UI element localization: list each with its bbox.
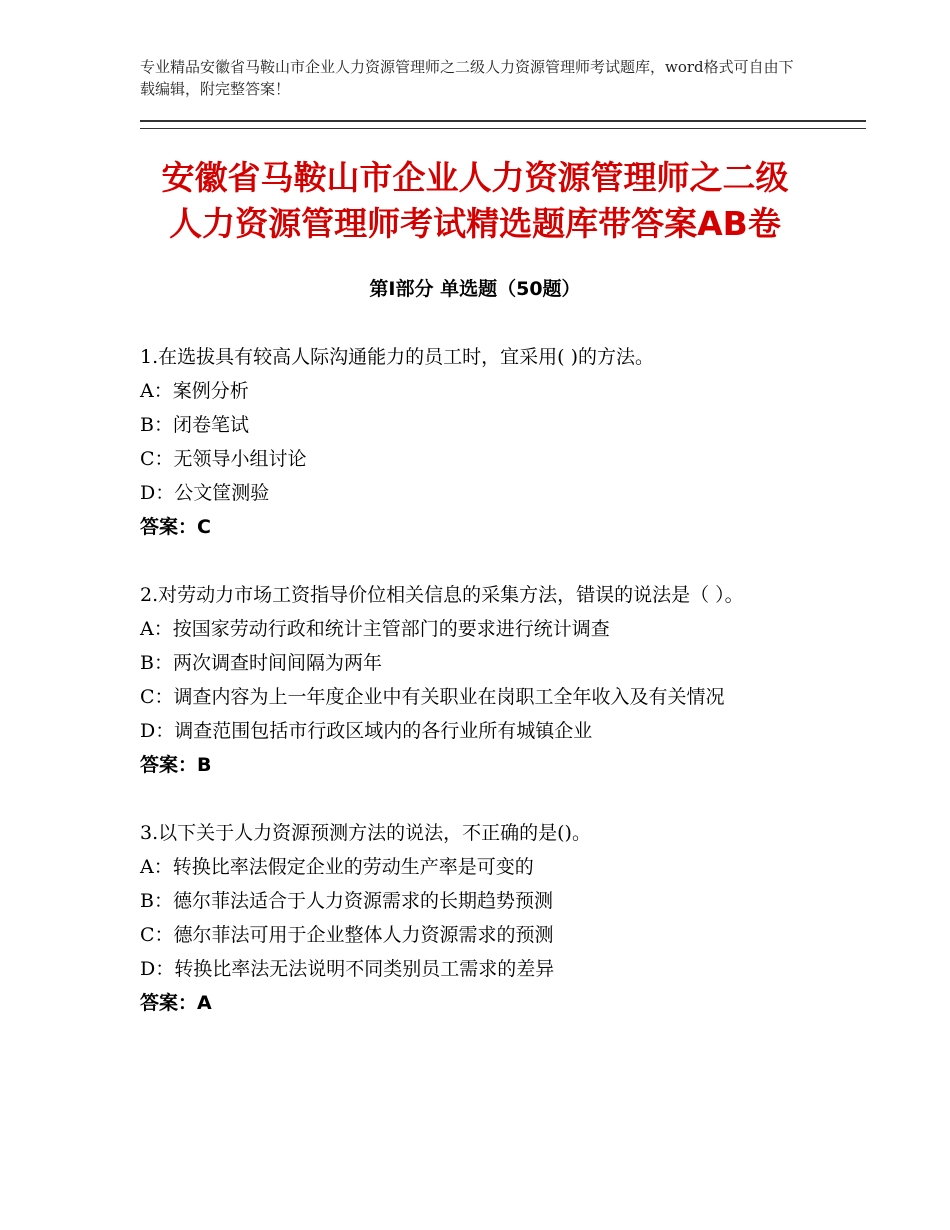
option-d: D：转换比率法无法说明不同类别员工需求的差异 <box>140 958 555 980</box>
document-title <box>100 155 850 247</box>
answer-label: 答案：B <box>140 754 212 776</box>
option-b: B：闭卷笔试 <box>140 414 249 436</box>
question-stem: 2.对劳动力市场工资指导价位相关信息的采集方法，错误的说法是（ ）。 <box>140 584 744 606</box>
question-3 <box>140 816 810 1020</box>
question-2 <box>140 578 810 782</box>
question-stem: 1.在选拔具有较高人际沟通能力的员工时，宜采用( )的方法。 <box>140 346 654 368</box>
header-divider <box>140 120 866 129</box>
answer-label: 答案：C <box>140 516 211 538</box>
option-a: A：案例分析 <box>140 380 249 402</box>
option-d: D：公文筐测验 <box>140 482 270 504</box>
option-c: C：无领导小组讨论 <box>140 448 307 470</box>
question-stem: 3.以下关于人力资源预测方法的说法，不正确的是()。 <box>140 822 591 844</box>
option-d: D：调查范围包括市行政区域内的各行业所有城镇企业 <box>140 720 593 742</box>
answer-label: 答案：A <box>140 992 212 1014</box>
document-title-line-1: 安徽省马鞍山市企业人力资源管理师之二级 <box>161 158 789 197</box>
option-a: A：按国家劳动行政和统计主管部门的要求进行统计调查 <box>140 618 610 640</box>
option-c: C：德尔菲法可用于企业整体人力资源需求的预测 <box>140 924 554 946</box>
option-a: A：转换比率法假定企业的劳动生产率是可变的 <box>140 856 534 878</box>
question-1 <box>140 340 810 544</box>
option-c: C：调查内容为上一年度企业中有关职业在岗职工全年收入及有关情况 <box>140 686 725 708</box>
document-title-line-2: 人力资源管理师考试精选题库带答案AB卷 <box>169 204 781 243</box>
question-list <box>140 340 810 1054</box>
option-b: B：德尔菲法适合于人力资源需求的长期趋势预测 <box>140 890 553 912</box>
header-note: 专业精品安徽省马鞍山市企业人力资源管理师之二级人力资源管理师考试题库，word格式可自由下载编辑，附完整答案！ <box>140 58 794 98</box>
section-title: 第Ⅰ部分 单选题（50题） <box>369 278 581 300</box>
option-b: B：两次调查时间间隔为两年 <box>140 652 382 674</box>
